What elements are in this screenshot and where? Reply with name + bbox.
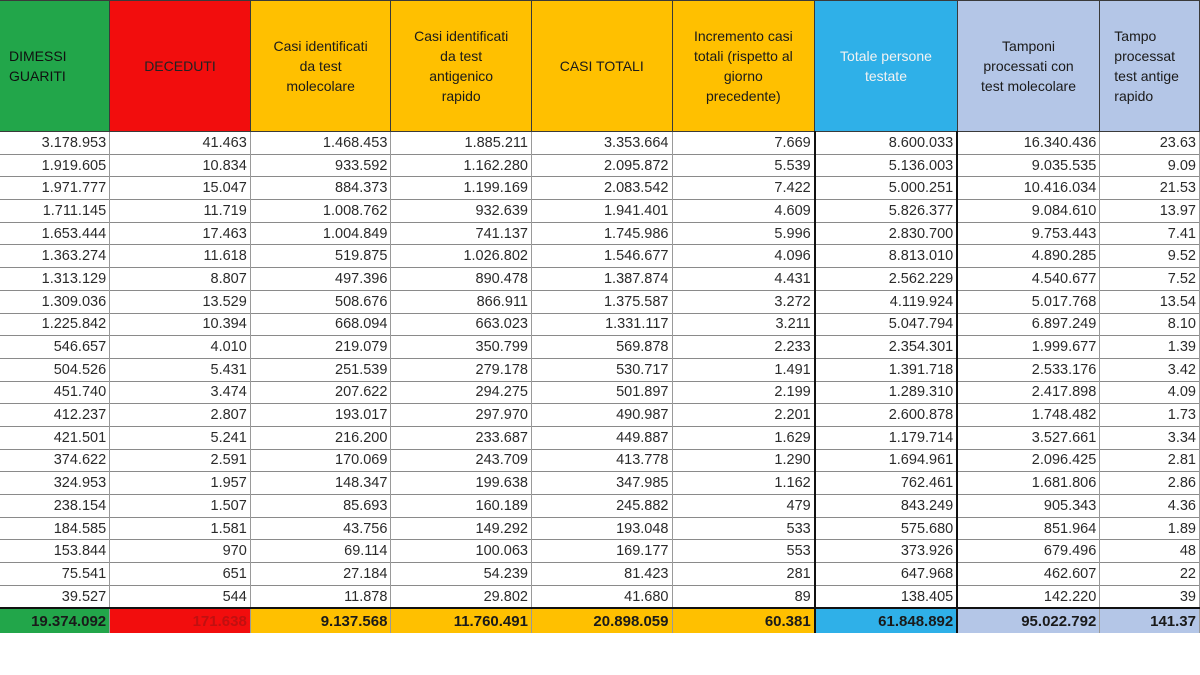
table-cell: 54.239 bbox=[391, 563, 532, 586]
table-cell: 3.474 bbox=[110, 381, 251, 404]
table-cell: 1.919.605 bbox=[0, 154, 110, 177]
table-cell: 3.353.664 bbox=[531, 132, 672, 155]
table-cell: 9.52 bbox=[1100, 245, 1200, 268]
total-cell: 9.137.568 bbox=[250, 608, 391, 633]
table-cell: 546.657 bbox=[0, 336, 110, 359]
table-cell: 184.585 bbox=[0, 517, 110, 540]
table-cell: 2.807 bbox=[110, 404, 251, 427]
table-cell: 1.162.280 bbox=[391, 154, 532, 177]
table-cell: 1.73 bbox=[1100, 404, 1200, 427]
table-row bbox=[0, 381, 1200, 404]
table-cell: 5.996 bbox=[672, 222, 815, 245]
table-cell: 3.211 bbox=[672, 313, 815, 336]
table-cell: 324.953 bbox=[0, 472, 110, 495]
table-cell: 13.97 bbox=[1100, 200, 1200, 223]
total-cell: 11.760.491 bbox=[391, 608, 532, 633]
table-cell: 2.083.542 bbox=[531, 177, 672, 200]
table-cell: 5.539 bbox=[672, 154, 815, 177]
table-cell: 149.292 bbox=[391, 517, 532, 540]
table-cell: 5.826.377 bbox=[815, 200, 958, 223]
table-cell: 17.463 bbox=[110, 222, 251, 245]
total-cell: 171.638 bbox=[110, 608, 251, 633]
table-cell: 2.533.176 bbox=[957, 358, 1100, 381]
table-cell: 279.178 bbox=[391, 358, 532, 381]
table-cell: 851.964 bbox=[957, 517, 1100, 540]
table-cell: 2.86 bbox=[1100, 472, 1200, 495]
table-cell: 4.09 bbox=[1100, 381, 1200, 404]
table-cell: 5.136.003 bbox=[815, 154, 958, 177]
table-cell: 497.396 bbox=[250, 268, 391, 291]
table-cell: 530.717 bbox=[531, 358, 672, 381]
table-cell: 2.233 bbox=[672, 336, 815, 359]
table-cell: 100.063 bbox=[391, 540, 532, 563]
table-cell: 504.526 bbox=[0, 358, 110, 381]
table-cell: 69.114 bbox=[250, 540, 391, 563]
table-cell: 1.745.986 bbox=[531, 222, 672, 245]
table-cell: 39 bbox=[1100, 585, 1200, 608]
table-cell: 1.581 bbox=[110, 517, 251, 540]
table-cell: 7.422 bbox=[672, 177, 815, 200]
table-cell: 1.375.587 bbox=[531, 290, 672, 313]
table-row bbox=[0, 358, 1200, 381]
table-cell: 193.048 bbox=[531, 517, 672, 540]
table-cell: 10.416.034 bbox=[957, 177, 1100, 200]
table-cell: 4.431 bbox=[672, 268, 815, 291]
table-cell: 4.096 bbox=[672, 245, 815, 268]
table-cell: 297.970 bbox=[391, 404, 532, 427]
table-row bbox=[0, 585, 1200, 608]
table-cell: 281 bbox=[672, 563, 815, 586]
table-cell: 41.680 bbox=[531, 585, 672, 608]
table-cell: 741.137 bbox=[391, 222, 532, 245]
table-cell: 233.687 bbox=[391, 426, 532, 449]
table-cell: 148.347 bbox=[250, 472, 391, 495]
table-cell: 3.42 bbox=[1100, 358, 1200, 381]
table-cell: 350.799 bbox=[391, 336, 532, 359]
table-cell: 1.289.310 bbox=[815, 381, 958, 404]
table-cell: 501.897 bbox=[531, 381, 672, 404]
table-cell: 238.154 bbox=[0, 495, 110, 518]
table-row bbox=[0, 290, 1200, 313]
table-cell: 10.394 bbox=[110, 313, 251, 336]
table-cell: 374.622 bbox=[0, 449, 110, 472]
table-cell: 1.491 bbox=[672, 358, 815, 381]
table-cell: 575.680 bbox=[815, 517, 958, 540]
header-row bbox=[0, 1, 1200, 132]
header-dimessi-guariti: DIMESSI GUARITI bbox=[0, 1, 110, 132]
table-cell: 1.199.169 bbox=[391, 177, 532, 200]
table-cell: 412.237 bbox=[0, 404, 110, 427]
table-cell: 884.373 bbox=[250, 177, 391, 200]
table-cell: 8.813.010 bbox=[815, 245, 958, 268]
total-cell: 20.898.059 bbox=[531, 608, 672, 633]
table-cell: 508.676 bbox=[250, 290, 391, 313]
table-cell: 219.079 bbox=[250, 336, 391, 359]
table-cell: 4.890.285 bbox=[957, 245, 1100, 268]
table-cell: 1.694.961 bbox=[815, 449, 958, 472]
table-cell: 1.363.274 bbox=[0, 245, 110, 268]
table-cell: 2.81 bbox=[1100, 449, 1200, 472]
table-cell: 1.391.718 bbox=[815, 358, 958, 381]
table-cell: 199.638 bbox=[391, 472, 532, 495]
table-cell: 81.423 bbox=[531, 563, 672, 586]
table-cell: 553 bbox=[672, 540, 815, 563]
table-row bbox=[0, 495, 1200, 518]
header-incremento-casi: Incremento casi totali (rispetto al giorno precedente) bbox=[672, 1, 815, 132]
table-cell: 4.609 bbox=[672, 200, 815, 223]
table-cell: 3.178.953 bbox=[0, 132, 110, 155]
table-cell: 970 bbox=[110, 540, 251, 563]
table-cell: 5.241 bbox=[110, 426, 251, 449]
table-cell: 449.887 bbox=[531, 426, 672, 449]
table-cell: 1.999.677 bbox=[957, 336, 1100, 359]
table-cell: 48 bbox=[1100, 540, 1200, 563]
table-cell: 651 bbox=[110, 563, 251, 586]
table-cell: 142.220 bbox=[957, 585, 1100, 608]
table-cell: 170.069 bbox=[250, 449, 391, 472]
table-cell: 3.527.661 bbox=[957, 426, 1100, 449]
table-cell: 932.639 bbox=[391, 200, 532, 223]
table-cell: 13.54 bbox=[1100, 290, 1200, 313]
table-cell: 5.000.251 bbox=[815, 177, 958, 200]
table-cell: 294.275 bbox=[391, 381, 532, 404]
table-cell: 5.047.794 bbox=[815, 313, 958, 336]
header-deceduti: DECEDUTI bbox=[110, 1, 251, 132]
table-cell: 7.669 bbox=[672, 132, 815, 155]
table-cell: 490.987 bbox=[531, 404, 672, 427]
table-cell: 663.023 bbox=[391, 313, 532, 336]
table-body bbox=[0, 132, 1200, 634]
table-cell: 533 bbox=[672, 517, 815, 540]
total-cell: 19.374.092 bbox=[0, 608, 110, 633]
table-cell: 421.501 bbox=[0, 426, 110, 449]
table-cell: 89 bbox=[672, 585, 815, 608]
table-cell: 519.875 bbox=[250, 245, 391, 268]
table-cell: 9.084.610 bbox=[957, 200, 1100, 223]
table-cell: 9.09 bbox=[1100, 154, 1200, 177]
table-cell: 3.272 bbox=[672, 290, 815, 313]
table-cell: 243.709 bbox=[391, 449, 532, 472]
total-cell: 60.381 bbox=[672, 608, 815, 633]
table-cell: 1.957 bbox=[110, 472, 251, 495]
header-casi-antigenico: Casi identificati da test antigenico rapido bbox=[391, 1, 532, 132]
header-tamponi-molecolare: Tamponi processati con test molecolare bbox=[957, 1, 1100, 132]
table-cell: 8.807 bbox=[110, 268, 251, 291]
table-cell: 15.047 bbox=[110, 177, 251, 200]
header-casi-totali: CASI TOTALI bbox=[531, 1, 672, 132]
table-row bbox=[0, 540, 1200, 563]
table-cell: 16.340.436 bbox=[957, 132, 1100, 155]
table-cell: 2.562.229 bbox=[815, 268, 958, 291]
table-cell: 373.926 bbox=[815, 540, 958, 563]
table-cell: 85.693 bbox=[250, 495, 391, 518]
table-cell: 569.878 bbox=[531, 336, 672, 359]
total-cell: 95.022.792 bbox=[957, 608, 1100, 633]
total-cell: 141.37 bbox=[1100, 608, 1200, 633]
table-cell: 2.591 bbox=[110, 449, 251, 472]
table-cell: 23.63 bbox=[1100, 132, 1200, 155]
table-cell: 2.096.425 bbox=[957, 449, 1100, 472]
table-cell: 933.592 bbox=[250, 154, 391, 177]
total-cell: 61.848.892 bbox=[815, 608, 958, 633]
table-cell: 451.740 bbox=[0, 381, 110, 404]
table-cell: 843.249 bbox=[815, 495, 958, 518]
table-cell: 21.53 bbox=[1100, 177, 1200, 200]
table-cell: 668.094 bbox=[250, 313, 391, 336]
table-cell: 13.529 bbox=[110, 290, 251, 313]
table-row bbox=[0, 154, 1200, 177]
table-row bbox=[0, 200, 1200, 223]
table-cell: 193.017 bbox=[250, 404, 391, 427]
table-cell: 2.600.878 bbox=[815, 404, 958, 427]
table-cell: 41.463 bbox=[110, 132, 251, 155]
table-row bbox=[0, 563, 1200, 586]
table-cell: 43.756 bbox=[250, 517, 391, 540]
table-cell: 5.431 bbox=[110, 358, 251, 381]
table-cell: 1.387.874 bbox=[531, 268, 672, 291]
table-cell: 544 bbox=[110, 585, 251, 608]
table-cell: 1.162 bbox=[672, 472, 815, 495]
table-cell: 4.540.677 bbox=[957, 268, 1100, 291]
table-cell: 10.834 bbox=[110, 154, 251, 177]
table-cell: 347.985 bbox=[531, 472, 672, 495]
table-row bbox=[0, 313, 1200, 336]
table-cell: 1.748.482 bbox=[957, 404, 1100, 427]
table-cell: 7.52 bbox=[1100, 268, 1200, 291]
table-cell: 1.39 bbox=[1100, 336, 1200, 359]
table-row bbox=[0, 472, 1200, 495]
table-cell: 1.290 bbox=[672, 449, 815, 472]
table-cell: 4.36 bbox=[1100, 495, 1200, 518]
table-row bbox=[0, 426, 1200, 449]
table-cell: 479 bbox=[672, 495, 815, 518]
table-cell: 1.026.802 bbox=[391, 245, 532, 268]
table-cell: 2.199 bbox=[672, 381, 815, 404]
table-cell: 413.778 bbox=[531, 449, 672, 472]
table-cell: 890.478 bbox=[391, 268, 532, 291]
table-cell: 2.417.898 bbox=[957, 381, 1100, 404]
table-cell: 1.331.117 bbox=[531, 313, 672, 336]
table-cell: 905.343 bbox=[957, 495, 1100, 518]
table-cell: 29.802 bbox=[391, 585, 532, 608]
table-cell: 2.830.700 bbox=[815, 222, 958, 245]
table-cell: 1.546.677 bbox=[531, 245, 672, 268]
table-cell: 2.095.872 bbox=[531, 154, 672, 177]
table-cell: 1.179.714 bbox=[815, 426, 958, 449]
table-cell: 153.844 bbox=[0, 540, 110, 563]
table-cell: 2.201 bbox=[672, 404, 815, 427]
table-cell: 1.468.453 bbox=[250, 132, 391, 155]
table-cell: 39.527 bbox=[0, 585, 110, 608]
table-cell: 22 bbox=[1100, 563, 1200, 586]
table-cell: 1.313.129 bbox=[0, 268, 110, 291]
table-cell: 5.017.768 bbox=[957, 290, 1100, 313]
table-row bbox=[0, 132, 1200, 155]
table-row bbox=[0, 222, 1200, 245]
table-cell: 1.008.762 bbox=[250, 200, 391, 223]
table-cell: 6.897.249 bbox=[957, 313, 1100, 336]
table-cell: 1.225.842 bbox=[0, 313, 110, 336]
table-cell: 207.622 bbox=[250, 381, 391, 404]
table-cell: 1.885.211 bbox=[391, 132, 532, 155]
table-cell: 8.10 bbox=[1100, 313, 1200, 336]
table-row bbox=[0, 336, 1200, 359]
table-cell: 866.911 bbox=[391, 290, 532, 313]
table-cell: 251.539 bbox=[250, 358, 391, 381]
table-cell: 462.607 bbox=[957, 563, 1100, 586]
header-totale-persone-testate: Totale persone testate bbox=[815, 1, 958, 132]
table-cell: 1.971.777 bbox=[0, 177, 110, 200]
table-cell: 245.882 bbox=[531, 495, 672, 518]
table-cell: 762.461 bbox=[815, 472, 958, 495]
table-cell: 169.177 bbox=[531, 540, 672, 563]
header-casi-molecolare: Casi identificati da test molecolare bbox=[250, 1, 391, 132]
table-cell: 4.119.924 bbox=[815, 290, 958, 313]
table-cell: 160.189 bbox=[391, 495, 532, 518]
table-cell: 1.681.806 bbox=[957, 472, 1100, 495]
table-row bbox=[0, 404, 1200, 427]
table-cell: 138.405 bbox=[815, 585, 958, 608]
table-cell: 679.496 bbox=[957, 540, 1100, 563]
header-tamponi-antigenico: Tampo processat test antige rapido bbox=[1100, 1, 1200, 132]
table-cell: 9.035.535 bbox=[957, 154, 1100, 177]
table-cell: 8.600.033 bbox=[815, 132, 958, 155]
table-cell: 7.41 bbox=[1100, 222, 1200, 245]
table-cell: 1.653.444 bbox=[0, 222, 110, 245]
table-row bbox=[0, 245, 1200, 268]
table-cell: 11.719 bbox=[110, 200, 251, 223]
table-cell: 1.004.849 bbox=[250, 222, 391, 245]
table-cell: 647.968 bbox=[815, 563, 958, 586]
table-cell: 1.629 bbox=[672, 426, 815, 449]
table-cell: 4.010 bbox=[110, 336, 251, 359]
table-cell: 2.354.301 bbox=[815, 336, 958, 359]
table-row bbox=[0, 268, 1200, 291]
table-cell: 11.878 bbox=[250, 585, 391, 608]
table-cell: 3.34 bbox=[1100, 426, 1200, 449]
table-cell: 1.711.145 bbox=[0, 200, 110, 223]
totals-row bbox=[0, 608, 1200, 633]
table-cell: 75.541 bbox=[0, 563, 110, 586]
table-cell: 1.941.401 bbox=[531, 200, 672, 223]
table-cell: 27.184 bbox=[250, 563, 391, 586]
table-cell: 1.309.036 bbox=[0, 290, 110, 313]
table-row bbox=[0, 517, 1200, 540]
table-cell: 11.618 bbox=[110, 245, 251, 268]
table-cell: 9.753.443 bbox=[957, 222, 1100, 245]
table-cell: 1.89 bbox=[1100, 517, 1200, 540]
table-cell: 1.507 bbox=[110, 495, 251, 518]
table-cell: 216.200 bbox=[250, 426, 391, 449]
table-row bbox=[0, 177, 1200, 200]
table-row bbox=[0, 449, 1200, 472]
